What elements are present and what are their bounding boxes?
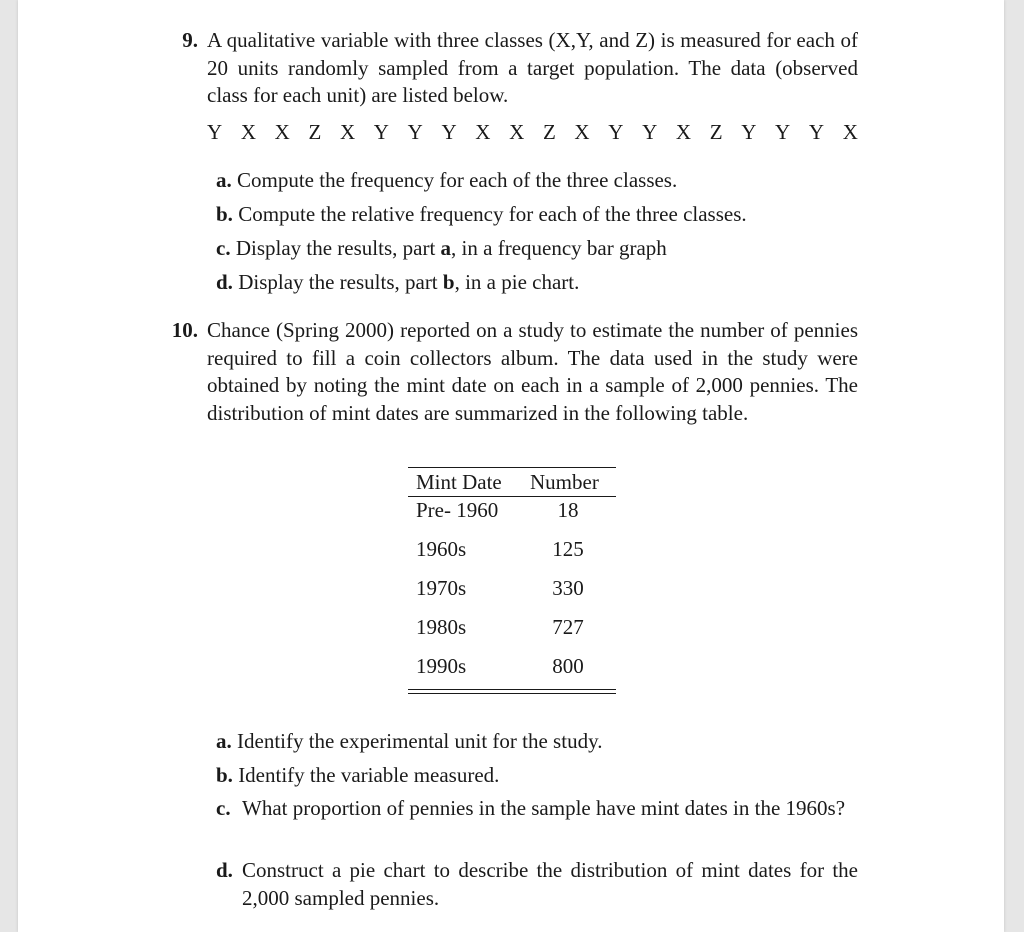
part-d: d. Construct a pie chart to describe the distribution of mint dates for the 2,000 sampled pennies. [216,858,858,910]
table-row-date: 1970s [416,576,467,600]
table-row-date: 1980s [416,615,467,639]
observation-value: Z [709,120,723,144]
table-bottom-rule-double [408,693,616,694]
table-header-rule [408,496,616,497]
table-row-date: 1990s [416,654,467,678]
observation-value: Y [407,120,423,144]
observation-value: Y [373,120,389,144]
table-header-number: Number [530,470,599,494]
problem-number: 9. [182,28,198,52]
observation-value: X [339,120,356,144]
table-row-number: 18 [557,498,579,522]
problem-number: 10. [171,318,198,342]
observation-value: Y [207,120,223,144]
observation-value: Y [441,120,457,144]
problem-text: Chance (Spring 2000) reported on a study to estimate the number of pennies required to fill a coin collectors album. The data used in the study were obtained by noting the mint date on each in a sample of 2,000 pennies. The distribution of mint dates are summarized in the following table. [207,318,858,425]
observation-value: Y [741,120,757,144]
table-top-rule [408,467,616,468]
table-row-date: Pre- 1960 [416,498,499,522]
document-page [18,0,1004,932]
observation-value: X [574,120,590,144]
problem-text: A qualitative variable with three classes (X,Y, and Z) is measured for each of 20 units randomly sampled from a target population. The data (observed class for each unit) are listed below. [207,28,858,107]
observation-value: Y [608,120,624,144]
part-d: d. Display the results, part b, in a pie chart. [216,270,580,294]
observation-value: X [475,120,491,144]
observation-value: Y [775,120,791,144]
observation-value: Z [308,120,322,144]
table-row-date: 1960s [416,537,467,561]
part-b: b. Identify the variable measured. [216,763,500,787]
observation-value: X [240,120,256,144]
table-row-number: 330 [552,576,584,600]
table-row-number: 727 [552,615,584,639]
observation-value: Y [808,120,825,144]
part-a: a. Identify the experimental unit for the study. [216,729,603,753]
part-b: b. Compute the relative frequency for each of the three classes. [216,202,747,226]
table-header-date: Mint Date [416,470,502,494]
observation-value: X [842,120,858,144]
table-row-number: 125 [552,537,584,561]
observations-list [207,119,858,147]
observation-value: Z [542,120,556,144]
part-a: a. Compute the frequency for each of the three classes. [216,168,678,192]
observation-value: X [509,120,525,144]
part-c: c. Display the results, part a, in a frequency bar graph [216,236,667,260]
observation-value: Y [642,120,658,144]
table-bottom-rule [408,689,616,690]
table-row-number: 800 [552,654,584,678]
observation-value: X [274,120,290,144]
part-c: c. What proportion of pennies in the sample have mint dates in the 1960s? [216,796,846,820]
observation-value: X [675,120,692,144]
